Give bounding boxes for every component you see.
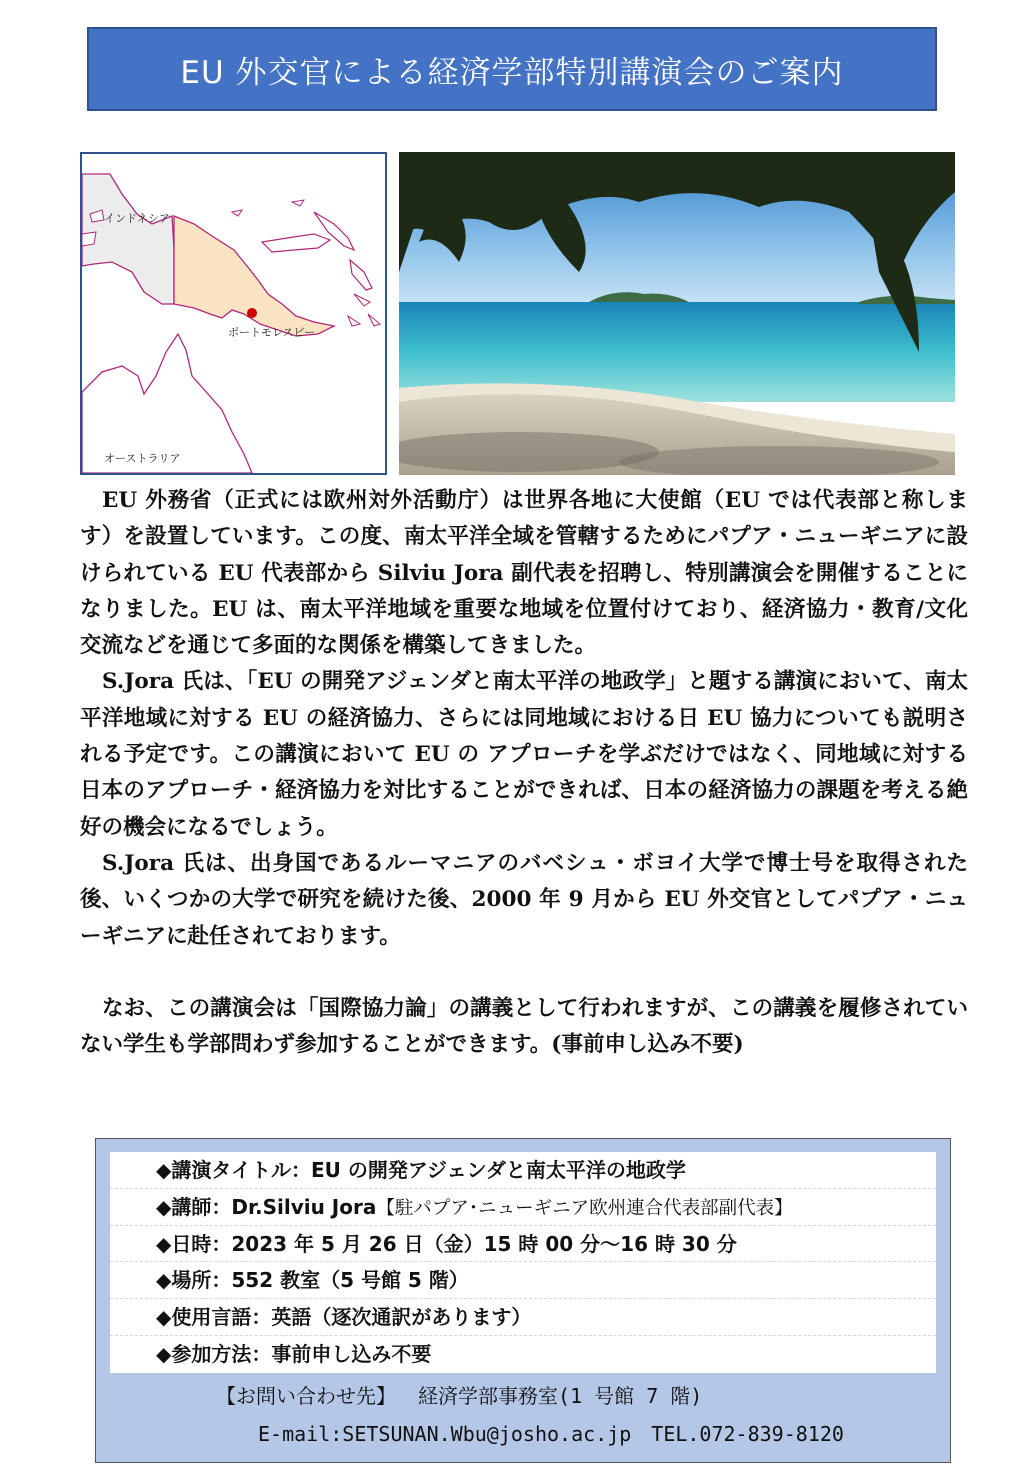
bougainville-island <box>350 260 372 290</box>
map-graphic <box>82 154 385 473</box>
paragraph-lecture: S.Jora 氏は、「EU の開発アジェンダと南太平洋の地政学」と題する講演において、南太平洋地域に対する EU の経済協力、さらには同地域における日 EU 協力についても説明される予定です。この講演において EU の アプローチを学ぶだけではなく、同地域に対する日本のアプローチ・経済協力を対比することができれば、日本の経済協力の課題を考える絶好の機会になるでしょう。 <box>80 669 968 840</box>
speaker-affiliation: 【駐パプア･ニューギニア欧州連合代表部副代表】 <box>376 1197 793 1219</box>
speaker-label: ◆講師：Dr.Silviu Jora <box>156 1194 377 1219</box>
new-britain-island <box>262 234 330 252</box>
info-datetime-row: ◆日時：2023 年 5 月 26 日（金）15 時 00 分～16 時 30 分 <box>110 1226 936 1263</box>
info-place-row: ◆場所：552 教室（5 号館 5 階） <box>110 1262 936 1299</box>
map-label-indonesia: インドネシア <box>104 212 170 225</box>
map-label-australia: オーストラリア <box>104 452 181 465</box>
port-moresby-dot <box>247 308 257 318</box>
page-title: EU 外交官による経済学部特別講演会のご案内 <box>87 27 937 111</box>
paragraph-speaker-bio: S.Jora 氏は、出身国であるルーマニアのバベシュ・ボヨイ大学で博士号を取得された後、いくつかの大学で研究を続けた後、2000 年 9 月から EU 外交官としてパプア・ニューギニアに赴任されております。 <box>80 850 968 949</box>
event-details <box>110 1152 936 1373</box>
paragraph-notice: なお、この講演会は「国際協力論」の講義として行われますが、この講義を履修されていない学生も学部問わず参加することができます。(事前申し込み不要) <box>80 995 968 1058</box>
info-speaker-row <box>110 1189 936 1226</box>
info-title-row: ◆講演タイトル：EU の開発アジェンダと南太平洋の地政学 <box>110 1152 936 1189</box>
map-label-port-moresby: ポートモレスビー <box>228 326 316 339</box>
paragraph-intro: EU 外務省（正式には欧州対外活動庁）は世界各地に大使館（EU では代表部と称します）を設置しています。この度、南太平洋全域を管轄するためにパプア・ニューギニアに設けられている EU 代表部から Silviu Jora 副代表を招聘し、特別講演会を開催することになりました。EU は、南太平洋地域を重要な地域を位置付けており、経済協力・教育/文化交流などを通じて多面的な関係を構築してきました。 <box>80 488 968 659</box>
info-method-row: ◆参加方法：事前申し込み不要 <box>156 1341 432 1366</box>
event-info-box <box>95 1138 951 1463</box>
contact-email-tel[interactable]: E-mail:SETSUNAN.Wbu@josho.ac.jp TEL.072-839-8120 <box>258 1422 844 1446</box>
contact-info <box>216 1377 936 1453</box>
map-papua-new-guinea <box>80 152 387 475</box>
description-text <box>80 483 968 1063</box>
contact-office: 【お問い合わせ先】 経済学部事務室(1 号館 7 階) <box>216 1384 703 1408</box>
info-language-row: ◆使用言語：英語（逐次通訳があります） <box>110 1299 936 1336</box>
indonesia-land <box>82 174 174 304</box>
beach-photo <box>399 152 955 475</box>
